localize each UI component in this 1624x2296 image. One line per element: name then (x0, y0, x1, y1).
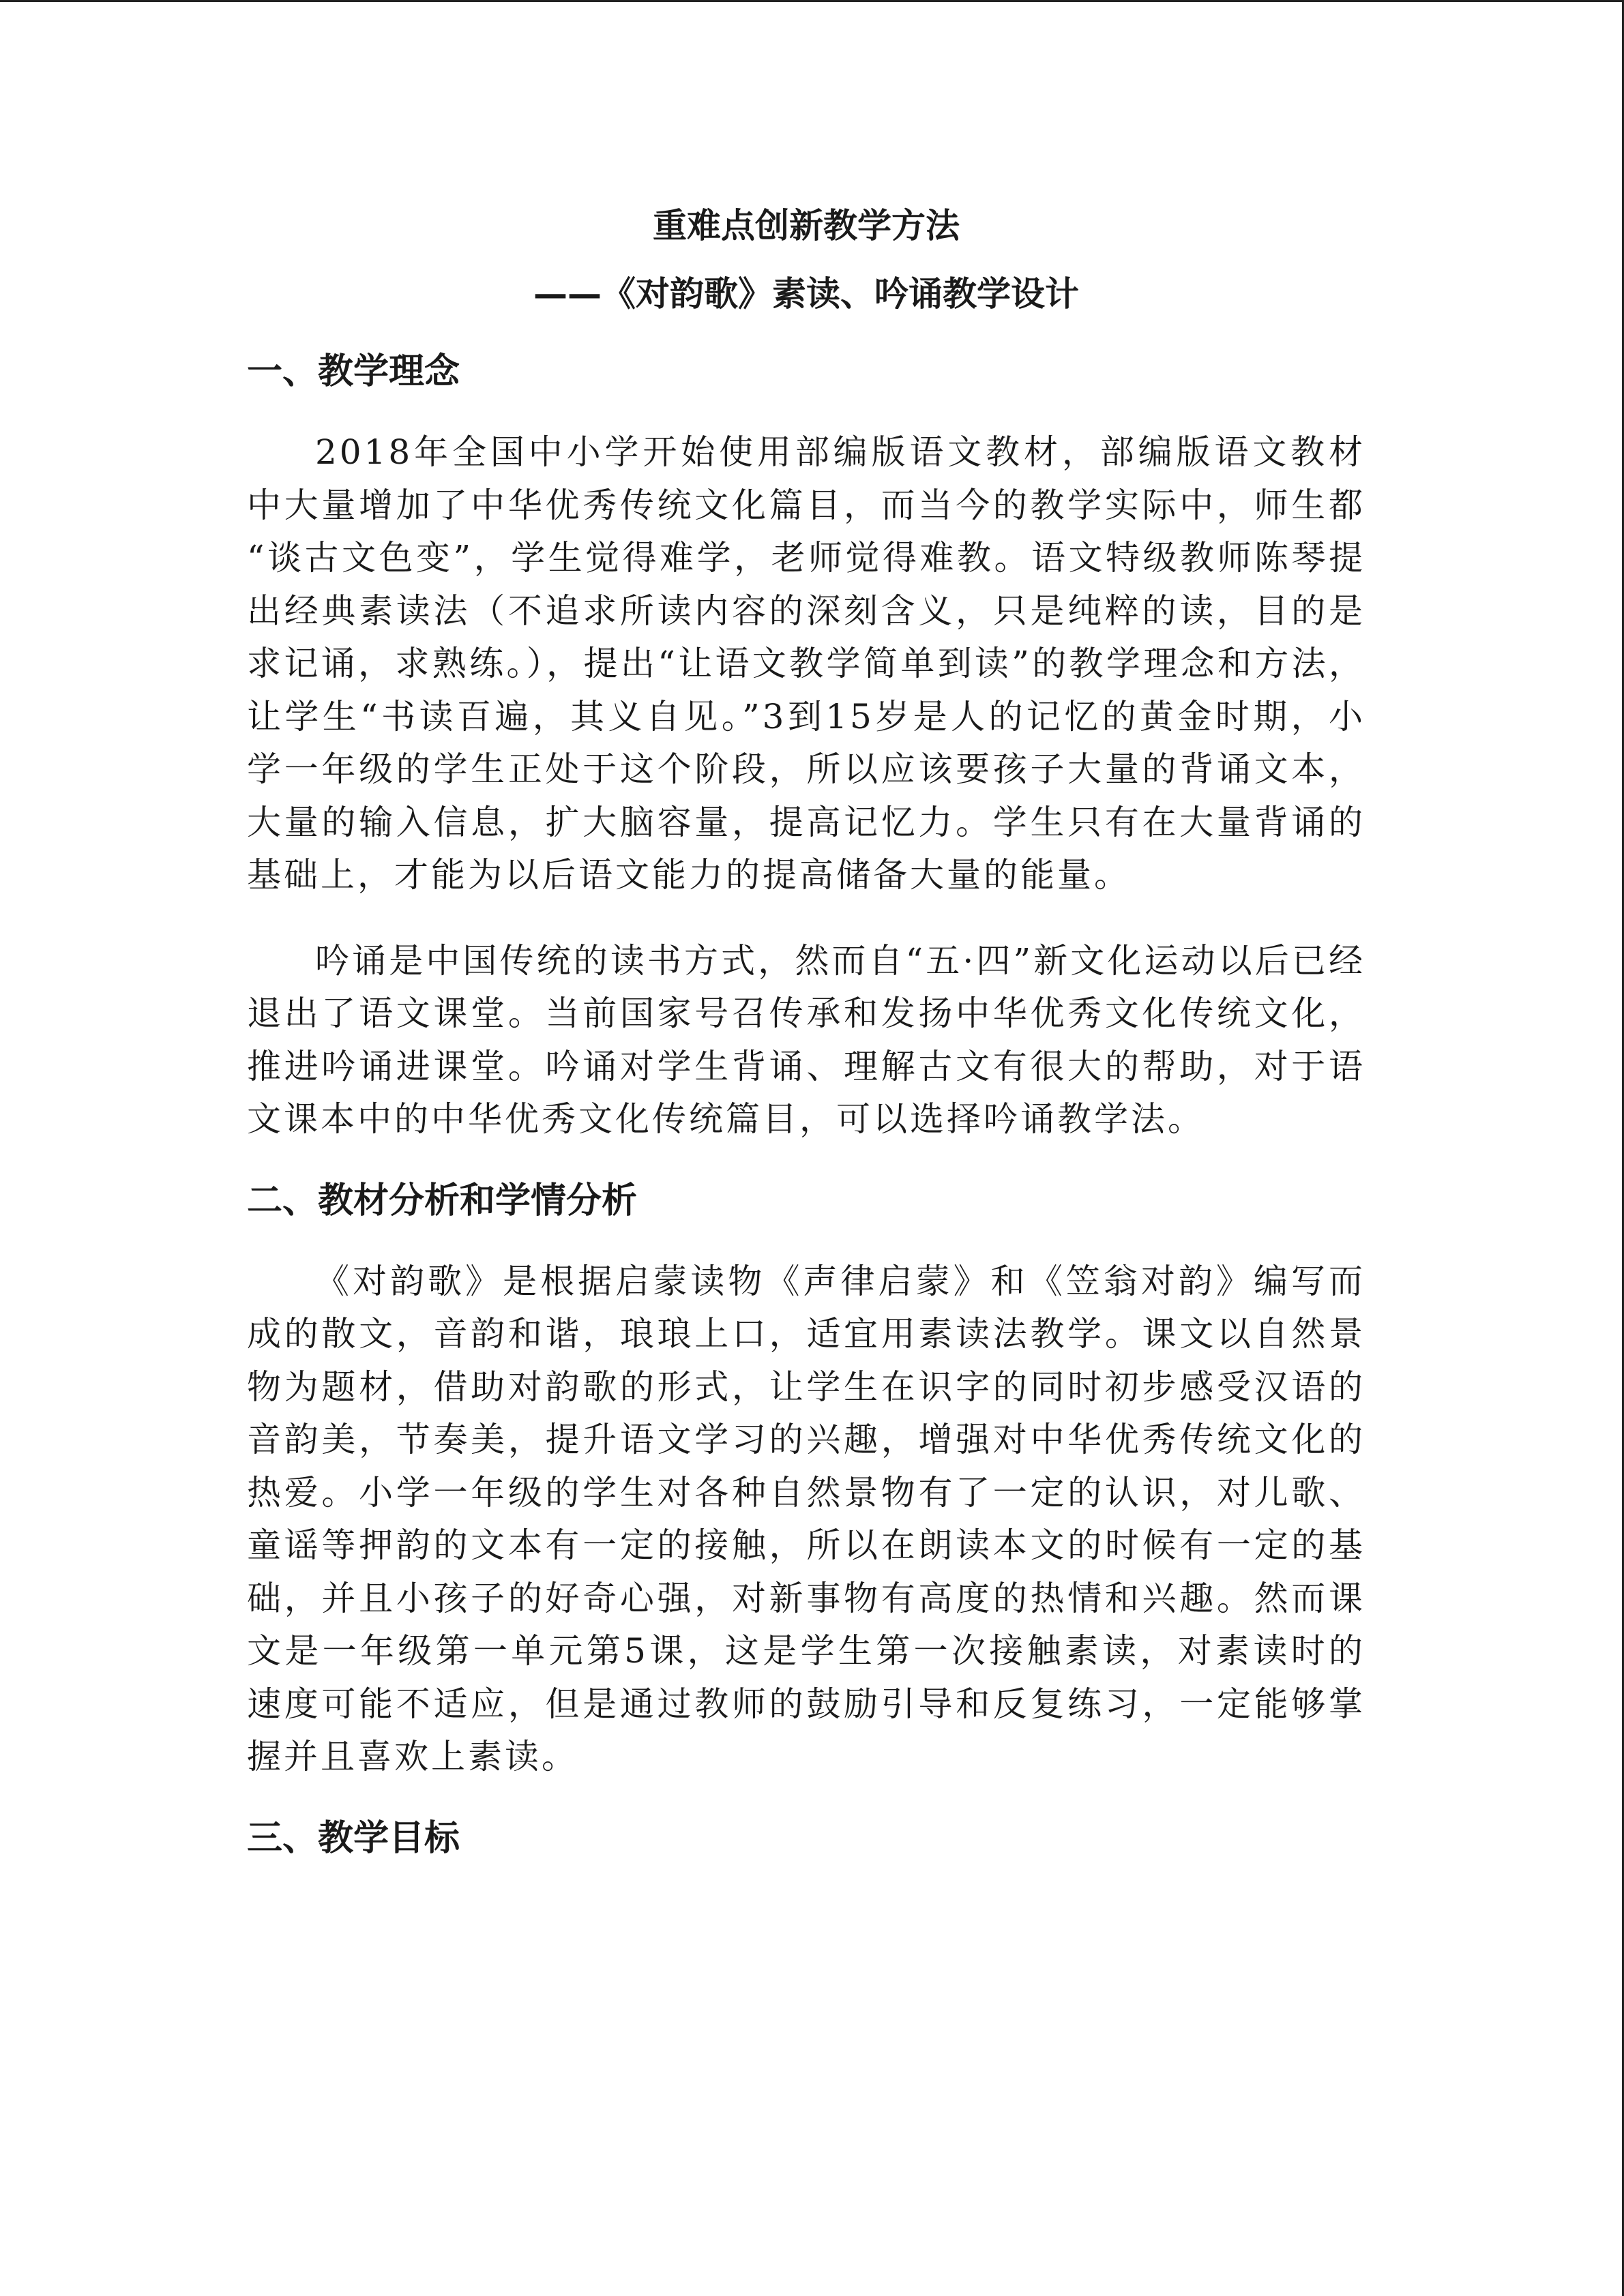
section-heading-objectives: 三、教学目标 (247, 1817, 460, 1859)
paragraph-philosophy-1: 2018年全国中小学开始使用部编版语文教材，部编版语文教材中大量增加了中华优秀传统文化篇目，而当今的教学实际中，师生都 “谈古文色变”，学生觉得难学，老师觉得难教。语文特级教师陈琴提出经典素读法（不追求所读内容的深刻含义，只是纯粹的读，目的是求记诵，求熟练。），提出“让语文教学简单到读”的教学理念和方法，让学生“书读百遍，其义自见。”3到15岁是人的记忆的黄金时期，小学一年级的学生正处于这个阶段，所以应该要孩子大量的背诵文本，大量的输入信息，扩大脑容量，提高记忆力。学生只有在大量背诵的基础上，才能为以后语文能力的提高储备大量的能量。 (247, 432, 1365, 895)
section-heading-analysis: 二、教材分析和学情分析 (247, 1180, 638, 1221)
paragraph-philosophy-2: 吟诵是中国传统的读书方式，然而自“五·四”新文化运动以后已经退出了语文课堂。当前国家号召传承和发扬中华优秀文化传统文化，推进吟诵进课堂。吟诵对学生背诵、理解古文有很大的帮助，对于语文课本中的中华优秀文化传统篇目，可以选择吟诵教学法。 (247, 940, 1365, 1139)
document-content (247, 200, 1365, 1893)
paragraph-analysis-1: 《对韵歌》是根据启蒙读物《声律启蒙》和《笠翁对韵》编写而成的散文，音韵和谐，琅琅上口，适宜用素读法教学。课文以自然景物为题材，借助对韵歌的形式，让学生在识字的同时初步感受汉语的音韵美，节奏美，提升语文学习的兴趣，增强对中华优秀传统文化的热爱。小学一年级的学生对各种自然景物有了一定的认识，对儿歌、童谣等押韵的文本有一定的接触，所以在朗读本文的时候有一定的基础，并且小孩子的好奇心强，对新事物有高度的热情和兴趣。然而课文是一年级第一单元第5课，这是学生第一次接触素读，对素读时的速度可能不适应，但是通过教师的鼓励引导和反复练习，一定能够掌握并且喜欢上素读。 (247, 1261, 1365, 1776)
document-subtitle: ——《对韵歌》素读、吟诵教学设计 (533, 274, 1079, 314)
document-title: 重难点创新教学方法 (653, 206, 960, 245)
section-heading-philosophy: 一、教学理念 (247, 351, 460, 392)
